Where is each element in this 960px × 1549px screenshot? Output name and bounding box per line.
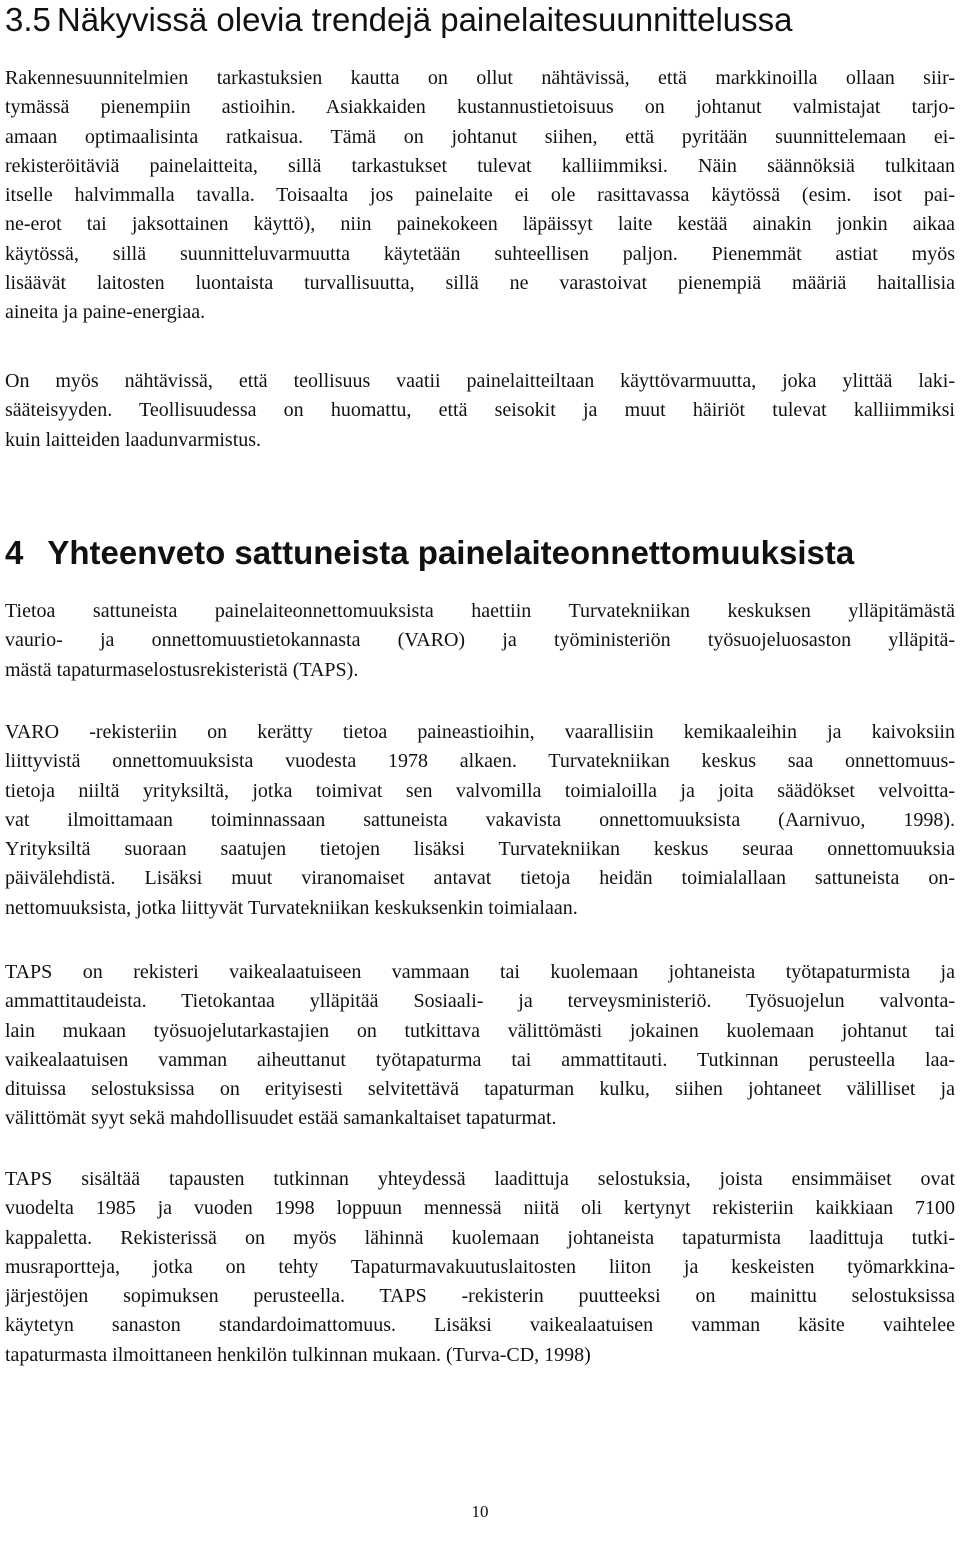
text-line: päivälehdistä. Lisäksi muut viranomaiset antavat tietoja heidän toimialallaan sattuneista on- — [5, 867, 955, 890]
text-line: järjestöjen sopimuksen perusteella. TAPS -rekisterin puutteeksi on mainittu selostuksissa — [5, 1285, 955, 1308]
text-line: nettomuuksista, jotka liittyvät Turvatekniikan keskuksenkin toimialaan. — [5, 896, 578, 919]
section-paragraph-1 — [5, 64, 955, 328]
text-line: Rakennesuunnitelmien tarkastuksien kautta on ollut nähtävissä, että markkinoilla ollaan siir- — [5, 67, 955, 89]
section-number: 3.5 — [5, 1, 51, 38]
section-heading — [5, 0, 792, 40]
text-line: vat ilmoittamaan toiminnassaan sattuneista vakavista onnettomuuksista (Aarnivuo, 1998). — [5, 808, 955, 831]
text-line: VARO -rekisteriin on kerätty tietoa paineastioihin, vaarallisiin kemikaaleihin ja kaivoksiin — [5, 721, 955, 743]
text-line: kuin laitteiden laadunvarmistus. — [5, 428, 262, 451]
text-line: kappaletta. Rekisterissä on myös lähinnä kuolemaan johtaneista tapaturmista laadittuja tutki- — [5, 1226, 955, 1249]
text-line: tymässä pienempiin astioihin. Asiakkaiden kustannustietoisuus on johtanut valmistajat tarjo- — [5, 96, 955, 119]
text-line: liittyvistä onnettomuuksista vuodesta 1978 alkaen. Turvatekniikan keskus saa onnettomuus- — [5, 750, 955, 773]
text-line: TAPS sisältää tapausten tutkinnan yhteydessä laadittuja selostuksia, joista ensimmäiset ovat — [5, 1168, 955, 1190]
chapter-heading — [5, 533, 854, 573]
text-line: sääteisyyden. Teollisuudessa on huomattu, että seisokit ja muut häiriöt tulevat kalliimmiksi — [5, 399, 955, 422]
chapter-title: Yhteenveto sattuneista painelaiteonnettomuuksista — [47, 534, 855, 571]
section-title: Näkyvissä olevia trendejä painelaitesuunnittelussa — [56, 1, 793, 38]
text-line: amaan optimaalisinta ratkaisua. Tämä on johtanut siihen, että pyritään suunnittelemaan ei- — [5, 125, 955, 148]
text-line: vuodelta 1985 ja vuoden 1998 loppuun mennessä niitä oli kertynyt rekisteriin kaikkiaan 7100 — [5, 1197, 955, 1220]
text-line: käytetyn sanaston standardoimattomuus. Lisäksi vaikealaatuisen vamman käsite vaihtelee — [5, 1314, 955, 1337]
chapter-paragraph-2 — [5, 718, 955, 923]
text-line: aineita ja paine-energiaa. — [5, 301, 206, 324]
text-line: Yrityksiltä suoraan saatujen tietojen lisäksi Turvatekniikan keskus seuraa onnettomuuksia — [5, 838, 955, 861]
text-line: ammattitaudeista. Tietokantaa ylläpitää Sosiaali- ja terveysministeriö. Työsuojelun valvonta- — [5, 990, 955, 1013]
section-paragraph-2 — [5, 367, 955, 455]
page-number: 10 — [471, 1502, 489, 1521]
text-line: TAPS on rekisteri vaikealaatuiseen vammaan tai kuolemaan johtaneista työtapaturmista ja — [5, 961, 955, 983]
text-line: tietoja niiltä yrityksiltä, jotka toimivat sen valvomilla toimialoilla ja joita säädökset velvoitta- — [5, 779, 955, 802]
chapter-paragraph-4 — [5, 1165, 955, 1370]
text-line: dituissa selostuksissa on erityisesti selvitettävä tapaturman kulku, siihen johtaneet välilliset ja — [5, 1078, 955, 1101]
text-line: mästä tapaturmaselostusrekisteristä (TAPS). — [5, 658, 359, 681]
chapter-number: 4 — [5, 534, 24, 571]
text-line: käytössä, sillä suunnitteluvarmuutta käytetään suhteellisen paljon. Pienemmät astiat myös — [5, 242, 955, 265]
text-line: lain mukaan työsuojelutarkastajien on tutkittava välittömästi jokainen kuolemaan johtanut tai — [5, 1019, 955, 1042]
chapter-paragraph-1 — [5, 597, 955, 685]
text-line: tapaturmasta ilmoittaneen henkilön tulkinnan mukaan. (Turva-CD, 1998) — [5, 1343, 591, 1366]
text-line: välittömät syyt sekä mahdollisuudet estää samankaltaiset tapaturmat. — [5, 1107, 557, 1130]
text-line: ne-erot tai jaksottainen käyttö), niin painekokeen läpäissyt laite kestää ainakin jonkin aikaa — [5, 213, 955, 236]
text-line: itselle halvimmalla tavalla. Toisaalta jos painelaite ei ole rasittavassa käytössä (esim. isot pai- — [5, 184, 955, 207]
text-line: vaurio- ja onnettomuustietokannasta (VARO) ja työministeriön työsuojeluosaston ylläpitä- — [5, 629, 955, 652]
document-page — [5, 0, 955, 1549]
text-line: On myös nähtävissä, että teollisuus vaatii painelaitteiltaan käyttövarmuutta, joka ylittää laki- — [5, 370, 955, 392]
text-line: rekisteröitäviä painelaitteita, sillä tarkastukset tulevat kalliimmiksi. Näin säännöksiä tulkitaan — [5, 154, 955, 177]
text-line: vaikealaatuisen vamman aiheuttanut työtapaturma tai ammattitauti. Tutkinnan perusteella laa- — [5, 1048, 955, 1071]
text-line: Tietoa sattuneista painelaiteonnettomuuksista haettiin Turvatekniikan keskuksen ylläpitämästä — [5, 600, 955, 622]
text-line: lisäävät laitosten luontaista turvallisuutta, sillä ne varastoivat pienempiä määriä haitallisia — [5, 272, 955, 295]
text-line: musraportteja, jotka on tehty Tapaturmavakuutuslaitosten liiton ja keskeisten työmarkkina- — [5, 1255, 955, 1278]
chapter-paragraph-3 — [5, 958, 955, 1134]
